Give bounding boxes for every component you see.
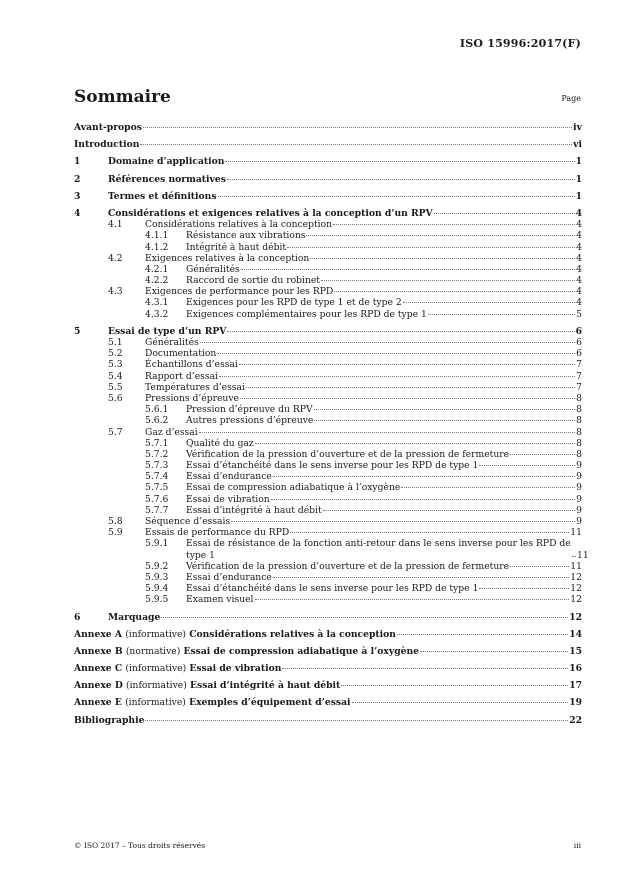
toc-page-number: 8 bbox=[576, 404, 582, 416]
dot-leader bbox=[227, 331, 574, 332]
toc-entry-number: 5.9.4 bbox=[145, 583, 169, 595]
toc-entry-title: Séquence d’essais bbox=[145, 516, 231, 527]
toc-entry[interactable] bbox=[74, 122, 582, 133]
toc-page-number: 9 bbox=[576, 482, 582, 494]
toc-entry[interactable] bbox=[74, 264, 582, 275]
toc-entry[interactable] bbox=[74, 286, 582, 297]
toc-entry[interactable] bbox=[74, 326, 582, 337]
dot-leader bbox=[479, 465, 575, 466]
toc-page-number: 6 bbox=[575, 325, 582, 337]
annex-label: Annexe D bbox=[74, 680, 123, 692]
dot-leader bbox=[140, 144, 572, 145]
dot-leader bbox=[145, 720, 568, 721]
toc-entry-title: Autres pressions d’épreuve bbox=[186, 415, 314, 427]
toc-page-number: 8 bbox=[576, 392, 582, 404]
dot-leader bbox=[314, 409, 576, 410]
toc-page-number: 9 bbox=[576, 504, 582, 516]
toc-page-number: 9 bbox=[576, 516, 582, 527]
toc-page-number: 8 bbox=[576, 437, 582, 449]
toc-entry-title: Intégrité à haut débit bbox=[186, 241, 287, 253]
toc-entry[interactable] bbox=[74, 382, 582, 393]
footer-copyright: © ISO 2017 – Tous droits réservés bbox=[74, 841, 206, 850]
toc-entry-number: 5.7.2 bbox=[145, 448, 169, 460]
toc-entry-number: 2 bbox=[74, 173, 81, 185]
toc-page-number: 16 bbox=[569, 663, 582, 675]
dot-leader bbox=[217, 353, 575, 354]
toc-page-number: 12 bbox=[569, 611, 582, 623]
toc-entry-title: Échantillons d’essai bbox=[145, 359, 238, 371]
toc-entry-number: 5.7.3 bbox=[145, 460, 169, 472]
toc-entry[interactable] bbox=[74, 505, 582, 516]
toc-entry-title: Essai de résistance de la fonction anti-retour dans le sens inverse pour les RPD de type 1 bbox=[186, 538, 571, 561]
toc-page-number: 11 bbox=[570, 527, 582, 539]
toc-page-number: 8 bbox=[576, 448, 582, 460]
toc-entry[interactable] bbox=[74, 427, 582, 438]
toc-entry-title: Essai de compression adiabatique à l’oxygène bbox=[186, 482, 401, 494]
toc-page-number: 9 bbox=[576, 493, 582, 505]
dot-leader bbox=[310, 258, 575, 259]
toc-entry-title bbox=[74, 629, 396, 640]
table-of-contents bbox=[74, 122, 589, 726]
toc-entry-title: Domaine d’application bbox=[108, 156, 225, 168]
toc-entry[interactable] bbox=[74, 253, 582, 264]
toc-entry[interactable] bbox=[74, 561, 582, 572]
toc-page-number: 22 bbox=[569, 714, 582, 726]
toc-entry-number: 5.6 bbox=[108, 392, 123, 404]
toc-entry[interactable] bbox=[74, 471, 582, 482]
toc-page-number: 4 bbox=[576, 297, 582, 309]
toc-entry[interactable] bbox=[74, 359, 582, 370]
toc-page-number: 4 bbox=[576, 275, 582, 287]
dot-leader bbox=[231, 521, 575, 522]
toc-entry-number: 5.5 bbox=[108, 381, 123, 393]
dot-leader bbox=[510, 566, 569, 567]
toc-entry-title: Documentation bbox=[145, 348, 217, 360]
annex-label: Annexe E bbox=[74, 697, 122, 709]
toc-entry[interactable] bbox=[74, 219, 582, 230]
dot-leader bbox=[403, 302, 575, 303]
toc-entry-number: 4.3.1 bbox=[145, 297, 169, 309]
toc-entry-number: 5.7.7 bbox=[145, 504, 169, 516]
toc-entry-title: Bibliographie bbox=[74, 714, 145, 726]
toc-entry-title: Essai de type d’un RPV bbox=[108, 325, 227, 337]
dot-leader bbox=[420, 651, 568, 652]
toc-entry[interactable] bbox=[74, 191, 582, 202]
annex-title: Exemples d’équipement d’essai bbox=[189, 697, 351, 709]
toc-entry[interactable] bbox=[74, 156, 582, 167]
annex-label: Annexe C bbox=[74, 663, 123, 675]
toc-entry[interactable] bbox=[74, 449, 582, 460]
toc-entry-title bbox=[74, 646, 419, 657]
toc-entry-number: 4.2 bbox=[108, 252, 123, 264]
toc-entry[interactable] bbox=[74, 208, 582, 219]
toc-entry-number: 5.6.2 bbox=[145, 415, 169, 427]
toc-entry-number: 4.2.2 bbox=[145, 275, 169, 287]
toc-entry-title bbox=[74, 697, 351, 708]
dot-leader bbox=[227, 179, 575, 180]
dot-leader bbox=[255, 443, 575, 444]
dot-leader bbox=[428, 314, 575, 315]
dot-leader bbox=[273, 476, 575, 477]
toc-page-number: 1 bbox=[575, 173, 582, 185]
dot-leader bbox=[323, 510, 575, 511]
toc-page-number: 6 bbox=[576, 337, 582, 348]
dot-leader bbox=[397, 634, 568, 635]
toc-entry[interactable] bbox=[74, 572, 582, 583]
dot-leader bbox=[434, 213, 575, 214]
toc-entry-title: Généralités bbox=[145, 337, 199, 348]
dot-leader bbox=[290, 532, 569, 533]
toc-entry[interactable] bbox=[74, 275, 582, 286]
toc-entry-number: 5.9.1 bbox=[145, 538, 169, 550]
toc-page-number: 11 bbox=[577, 549, 589, 561]
toc-entry[interactable] bbox=[74, 415, 582, 426]
toc-entry-title: Essai d’étanchéité dans le sens inverse pour les RPD de type 1 bbox=[186, 460, 479, 472]
toc-entry[interactable] bbox=[74, 646, 582, 657]
toc-entry-title: Avant-propos bbox=[74, 122, 142, 133]
toc-entry-number: 5.9.2 bbox=[145, 560, 169, 572]
toc-entry-number: 4.3.2 bbox=[145, 308, 169, 320]
toc-entry-number: 4.1 bbox=[108, 219, 123, 231]
toc-entry[interactable] bbox=[74, 309, 582, 320]
toc-entry-title: Généralités bbox=[186, 263, 240, 275]
annex-kind: (normative) bbox=[125, 645, 181, 657]
annex-kind: (informative) bbox=[125, 628, 186, 640]
dot-leader bbox=[219, 376, 575, 377]
toc-entry-title bbox=[74, 680, 340, 691]
dot-leader bbox=[143, 127, 572, 128]
toc-page-number: 12 bbox=[570, 594, 582, 606]
toc-page-number: vi bbox=[573, 139, 582, 151]
toc-entry-number: 5.7.6 bbox=[145, 493, 169, 505]
annex-label: Annexe B bbox=[74, 645, 123, 657]
toc-entry[interactable] bbox=[74, 538, 589, 561]
toc-page-number: 4 bbox=[576, 252, 582, 264]
annex-kind: (informative) bbox=[125, 663, 187, 675]
toc-entry-number: 4.3 bbox=[108, 286, 123, 298]
toc-entry-title: Résistance aux vibrations bbox=[186, 230, 306, 242]
toc-entry[interactable] bbox=[74, 612, 582, 623]
toc-entry[interactable] bbox=[74, 139, 582, 150]
toc-entry-number: 1 bbox=[74, 156, 81, 168]
toc-page-number: 4 bbox=[576, 219, 582, 231]
toc-entry-title: Exigences relatives à la conception bbox=[145, 252, 310, 264]
toc-entry-number: 5.3 bbox=[108, 359, 123, 371]
toc-entry-number: 5.1 bbox=[108, 337, 123, 348]
dot-leader bbox=[271, 499, 575, 500]
toc-page-number: 12 bbox=[570, 571, 582, 583]
toc-entry-title: Raccord de sortie du robinet bbox=[186, 275, 320, 287]
toc-entry[interactable] bbox=[74, 594, 582, 605]
toc-page-number: 5 bbox=[576, 308, 582, 320]
toc-entry-number: 4.1.2 bbox=[145, 241, 169, 253]
annex-label: Annexe A bbox=[74, 628, 122, 640]
toc-entry-number: 5.7 bbox=[108, 426, 123, 438]
toc-entry-title: Pressions d’épreuve bbox=[145, 392, 239, 404]
toc-entry[interactable] bbox=[74, 438, 582, 449]
toc-page-number: 1 bbox=[575, 190, 582, 202]
toc-entry-number: 5.6.1 bbox=[145, 404, 169, 416]
toc-entry[interactable] bbox=[74, 404, 582, 415]
toc-entry[interactable] bbox=[74, 297, 582, 308]
toc-entry[interactable] bbox=[74, 516, 582, 527]
toc-entry-title: Introduction bbox=[74, 139, 140, 151]
toc-page-number: 7 bbox=[576, 381, 582, 393]
toc-page-number: 19 bbox=[569, 697, 582, 709]
dot-leader bbox=[273, 577, 570, 578]
dot-leader bbox=[401, 487, 575, 488]
annex-kind: (informative) bbox=[125, 697, 186, 709]
toc-page-number: 7 bbox=[576, 359, 582, 371]
toc-entry-title: Essai d’endurance bbox=[186, 471, 272, 483]
dot-leader bbox=[282, 668, 568, 669]
toc-page-number: 11 bbox=[570, 560, 582, 572]
toc-page-number: 12 bbox=[570, 583, 582, 595]
toc-entry-title: Températures d’essai bbox=[145, 381, 245, 393]
toc-entry-number: 5.9 bbox=[108, 527, 123, 539]
dot-leader bbox=[306, 235, 575, 236]
toc-page-number: 7 bbox=[576, 370, 582, 382]
toc-entry-number: 6 bbox=[74, 611, 81, 623]
toc-page-number: 8 bbox=[576, 415, 582, 427]
toc-entry[interactable] bbox=[74, 697, 582, 708]
toc-entry[interactable] bbox=[74, 371, 582, 382]
dot-leader bbox=[333, 224, 575, 225]
toc-page-number: 6 bbox=[576, 348, 582, 360]
toc-entry-title: Marquage bbox=[108, 611, 161, 623]
toc-entry[interactable] bbox=[74, 393, 582, 404]
annex-kind: (informative) bbox=[126, 680, 187, 692]
dot-leader bbox=[241, 269, 575, 270]
toc-entry-title: Références normatives bbox=[108, 173, 226, 185]
toc-entry[interactable] bbox=[74, 494, 582, 505]
toc-entry-title bbox=[74, 663, 281, 674]
toc-entry-title: Pression d’épreuve du RPV bbox=[186, 404, 313, 416]
toc-entry-title: Vérification de la pression d’ouverture et de la pression de fermeture bbox=[186, 448, 510, 460]
toc-entry-title: Essai d’endurance bbox=[186, 571, 272, 583]
dot-leader bbox=[341, 685, 568, 686]
toc-entry-number: 5.2 bbox=[108, 348, 123, 360]
toc-page-number: 14 bbox=[569, 628, 582, 640]
toc-page-number: 9 bbox=[576, 471, 582, 483]
dot-leader bbox=[218, 196, 575, 197]
toc-page-number: 4 bbox=[576, 263, 582, 275]
dot-leader bbox=[321, 280, 575, 281]
toc-entry-title: Essais de performance du RPD bbox=[145, 527, 290, 539]
annex-title: Essai de vibration bbox=[189, 663, 282, 675]
toc-entry-title: Essai d’intégrité à haut débit bbox=[186, 504, 322, 516]
toc-entry-title: Vérification de la pression d’ouverture et de la pression de fermeture bbox=[186, 560, 510, 572]
dot-leader bbox=[161, 617, 568, 618]
toc-entry-number: 4.2.1 bbox=[145, 263, 169, 275]
document-standard-number: ISO 15996:2017(F) bbox=[459, 37, 581, 50]
dot-leader bbox=[314, 420, 575, 421]
toc-entry-title: Qualité du gaz bbox=[186, 437, 254, 449]
dot-leader bbox=[510, 454, 575, 455]
dot-leader bbox=[287, 247, 575, 248]
dot-leader bbox=[479, 588, 569, 589]
dot-leader bbox=[199, 432, 575, 433]
toc-page-number: 4 bbox=[576, 241, 582, 253]
toc-page-number: 17 bbox=[569, 680, 582, 692]
toc-entry[interactable] bbox=[74, 242, 582, 253]
toc-entry[interactable] bbox=[74, 629, 582, 640]
toc-entry[interactable] bbox=[74, 663, 582, 674]
toc-page-number: 15 bbox=[569, 645, 582, 657]
page-title: Sommaire bbox=[74, 87, 171, 107]
toc-entry-title: Exigences de performance pour les RPD bbox=[145, 286, 334, 298]
toc-page-number: 9 bbox=[576, 460, 582, 472]
toc-entry-title: Rapport d’essai bbox=[145, 370, 218, 382]
toc-entry[interactable] bbox=[74, 715, 582, 726]
dot-leader bbox=[200, 342, 575, 343]
dot-leader bbox=[255, 599, 570, 600]
toc-entry[interactable] bbox=[74, 583, 582, 594]
dot-leader bbox=[225, 161, 574, 162]
dot-leader bbox=[334, 291, 575, 292]
dot-leader bbox=[572, 556, 576, 557]
toc-entry[interactable] bbox=[74, 174, 582, 185]
footer-page-number: iii bbox=[573, 841, 581, 850]
toc-entry-number: 5.7.1 bbox=[145, 437, 169, 449]
toc-entry-title: Essai d’étanchéité dans le sens inverse pour les RPD de type 1 bbox=[186, 583, 479, 595]
toc-entry-number: 5.9.5 bbox=[145, 594, 169, 606]
toc-entry[interactable] bbox=[74, 460, 582, 471]
toc-entry-number: 5.7.5 bbox=[145, 482, 169, 494]
toc-entry-number: 4.1.1 bbox=[145, 230, 169, 242]
annex-title: Considérations relatives à la conception bbox=[189, 628, 396, 640]
toc-entry[interactable] bbox=[74, 527, 582, 538]
toc-page-number: 4 bbox=[576, 286, 582, 298]
toc-entry[interactable] bbox=[74, 482, 582, 493]
toc-entry-number: 5.7.4 bbox=[145, 471, 169, 483]
toc-page-number: 1 bbox=[575, 156, 582, 168]
annex-title: Essai de compression adiabatique à l’oxygène bbox=[183, 645, 420, 657]
toc-page-number: iv bbox=[573, 122, 582, 133]
dot-leader bbox=[239, 364, 575, 365]
toc-entry-title: Gaz d’essai bbox=[145, 426, 198, 438]
toc-page-number: 8 bbox=[576, 426, 582, 438]
toc-page-number: 4 bbox=[576, 230, 582, 242]
dot-leader bbox=[352, 702, 569, 703]
toc-entry-title: Exigences pour les RPD de type 1 et de type 2 bbox=[186, 297, 402, 309]
toc-entry[interactable] bbox=[74, 680, 582, 691]
toc-entry-title: Examen visuel bbox=[186, 594, 254, 606]
toc-entry-number: 5.4 bbox=[108, 370, 123, 382]
toc-entry[interactable] bbox=[74, 348, 582, 359]
toc-entry-number: 4 bbox=[74, 207, 81, 219]
toc-entry-number: 5.9.3 bbox=[145, 571, 169, 583]
page-column-label: Page bbox=[561, 94, 581, 103]
toc-entry-title: Termes et définitions bbox=[108, 190, 217, 202]
dot-leader bbox=[246, 387, 575, 388]
toc-page-number: 4 bbox=[575, 207, 582, 219]
toc-entry-title: Essai de vibration bbox=[186, 493, 270, 505]
dot-leader bbox=[240, 398, 575, 399]
toc-entry[interactable] bbox=[74, 337, 582, 348]
annex-title: Essai d’intégrité à haut débit bbox=[190, 680, 341, 692]
toc-entry-number: 3 bbox=[74, 190, 81, 202]
toc-entry-number: 5.8 bbox=[108, 516, 123, 527]
toc-entry-number: 5 bbox=[74, 325, 81, 337]
toc-entry-title: Exigences complémentaires pour les RPD de type 1 bbox=[186, 308, 427, 320]
toc-entry[interactable] bbox=[74, 230, 582, 241]
toc-entry-title: Considérations relatives à la conception bbox=[145, 219, 333, 231]
toc-entry-title: Considérations et exigences relatives à la conception d’un RPV bbox=[108, 207, 433, 219]
